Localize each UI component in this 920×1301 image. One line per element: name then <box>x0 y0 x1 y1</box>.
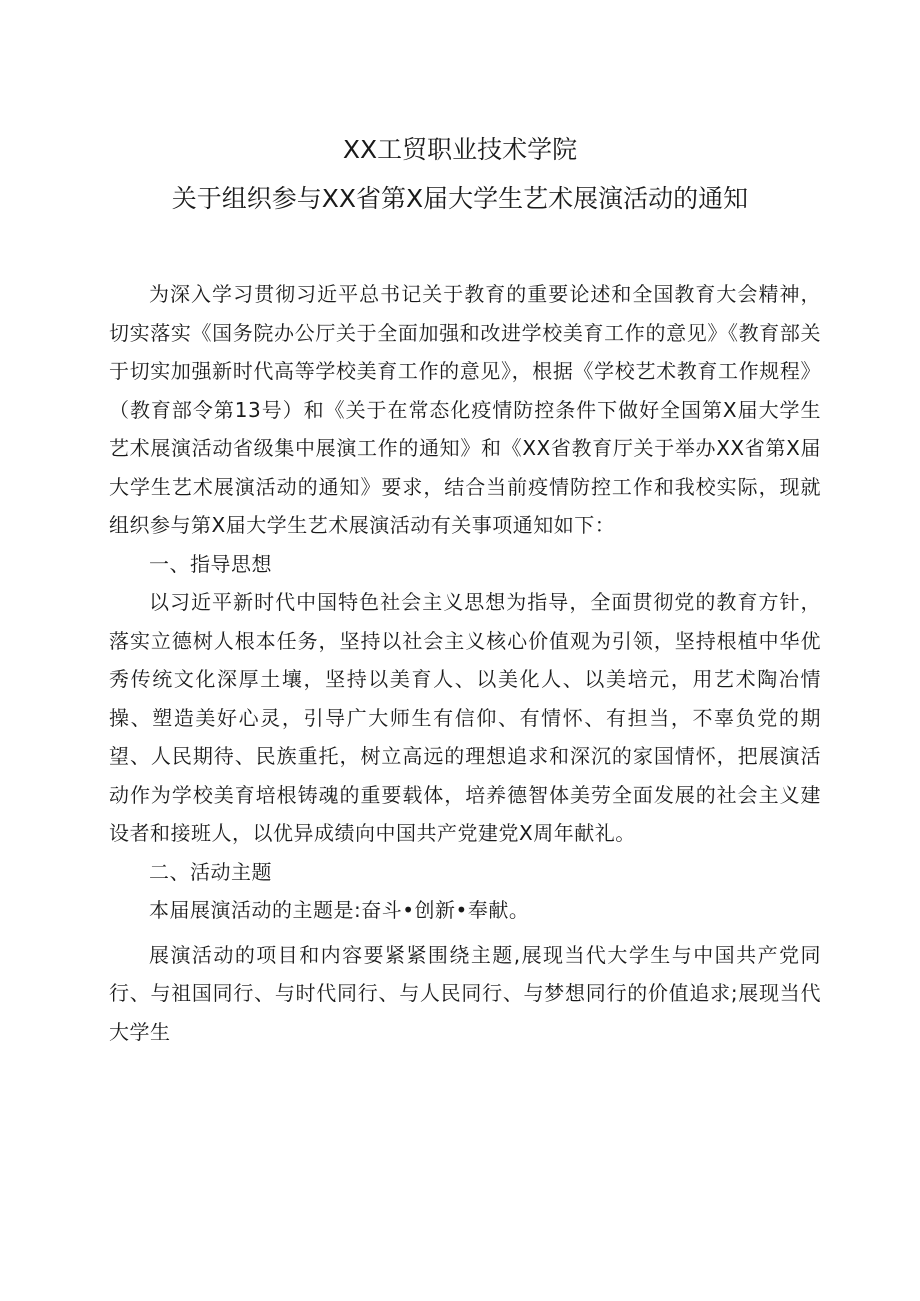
section-heading-guiding-ideology: 一、指导思想 <box>149 551 272 576</box>
activity-theme-paragraph: 本届展演活动的主题是:奋斗•创新•奉献。 <box>149 898 530 922</box>
document-title-line-2: 关于组织参与XX省第X届大学生艺术展演活动的通知 <box>171 184 749 213</box>
intro-paragraph: 为深入学习贯彻习近平总书记关于教育的重要论述和全国教育大会精神，切实落实《国务院办公厅关于全面加强和改进学校美育工作的意见》《教育部关于切实加强新时代高等学校美育工作的意见》，根据《学校艺术教育工作规程》（教育部令第13号）和《关于在常态化疫情防控条件下做好全国第X届大学生艺术展演活动省级集中展演工作的通知》和《XX省教育厅关于举办XX省第X届大学生艺术展演活动的通知》要求，结合当前疫情防控工作和我校实际，现就组织参与第X届大学生艺术展演活动有关事项通知如下： <box>109 282 821 537</box>
section-heading-activity-theme: 二、活动主题 <box>149 859 272 884</box>
document-body <box>109 275 821 1051</box>
activity-content-paragraph: 展演活动的项目和内容要紧紧围绕主题,展现当代大学生与中国共产党同行、与祖国同行、与时代同行、与人民同行、与梦想同行的价值追求;展现当代大学生 <box>109 942 821 1044</box>
guiding-ideology-paragraph: 以习近平新时代中国特色社会主义思想为指导，全面贯彻党的教育方针，落实立德树人根本任务，坚持以社会主义核心价值观为引领，坚持根植中华优秀传统文化深厚土壤，坚持以美育人、以美化人、以美培元，用艺术陶冶情操、塑造美好心灵，引导广大师生有信仰、有情怀、有担当，不辜负党的期望、人民期待、民族重托，树立高远的理想追求和深沉的家国情怀，把展演活动作为学校美育培根铸魂的重要载体，培养德智体美劳全面发展的社会主义建设者和接班人，以优异成绩向中国共产党建党X周年献礼。 <box>109 590 821 845</box>
document-title-line-1: XX工贸职业技术学院 <box>342 135 578 164</box>
